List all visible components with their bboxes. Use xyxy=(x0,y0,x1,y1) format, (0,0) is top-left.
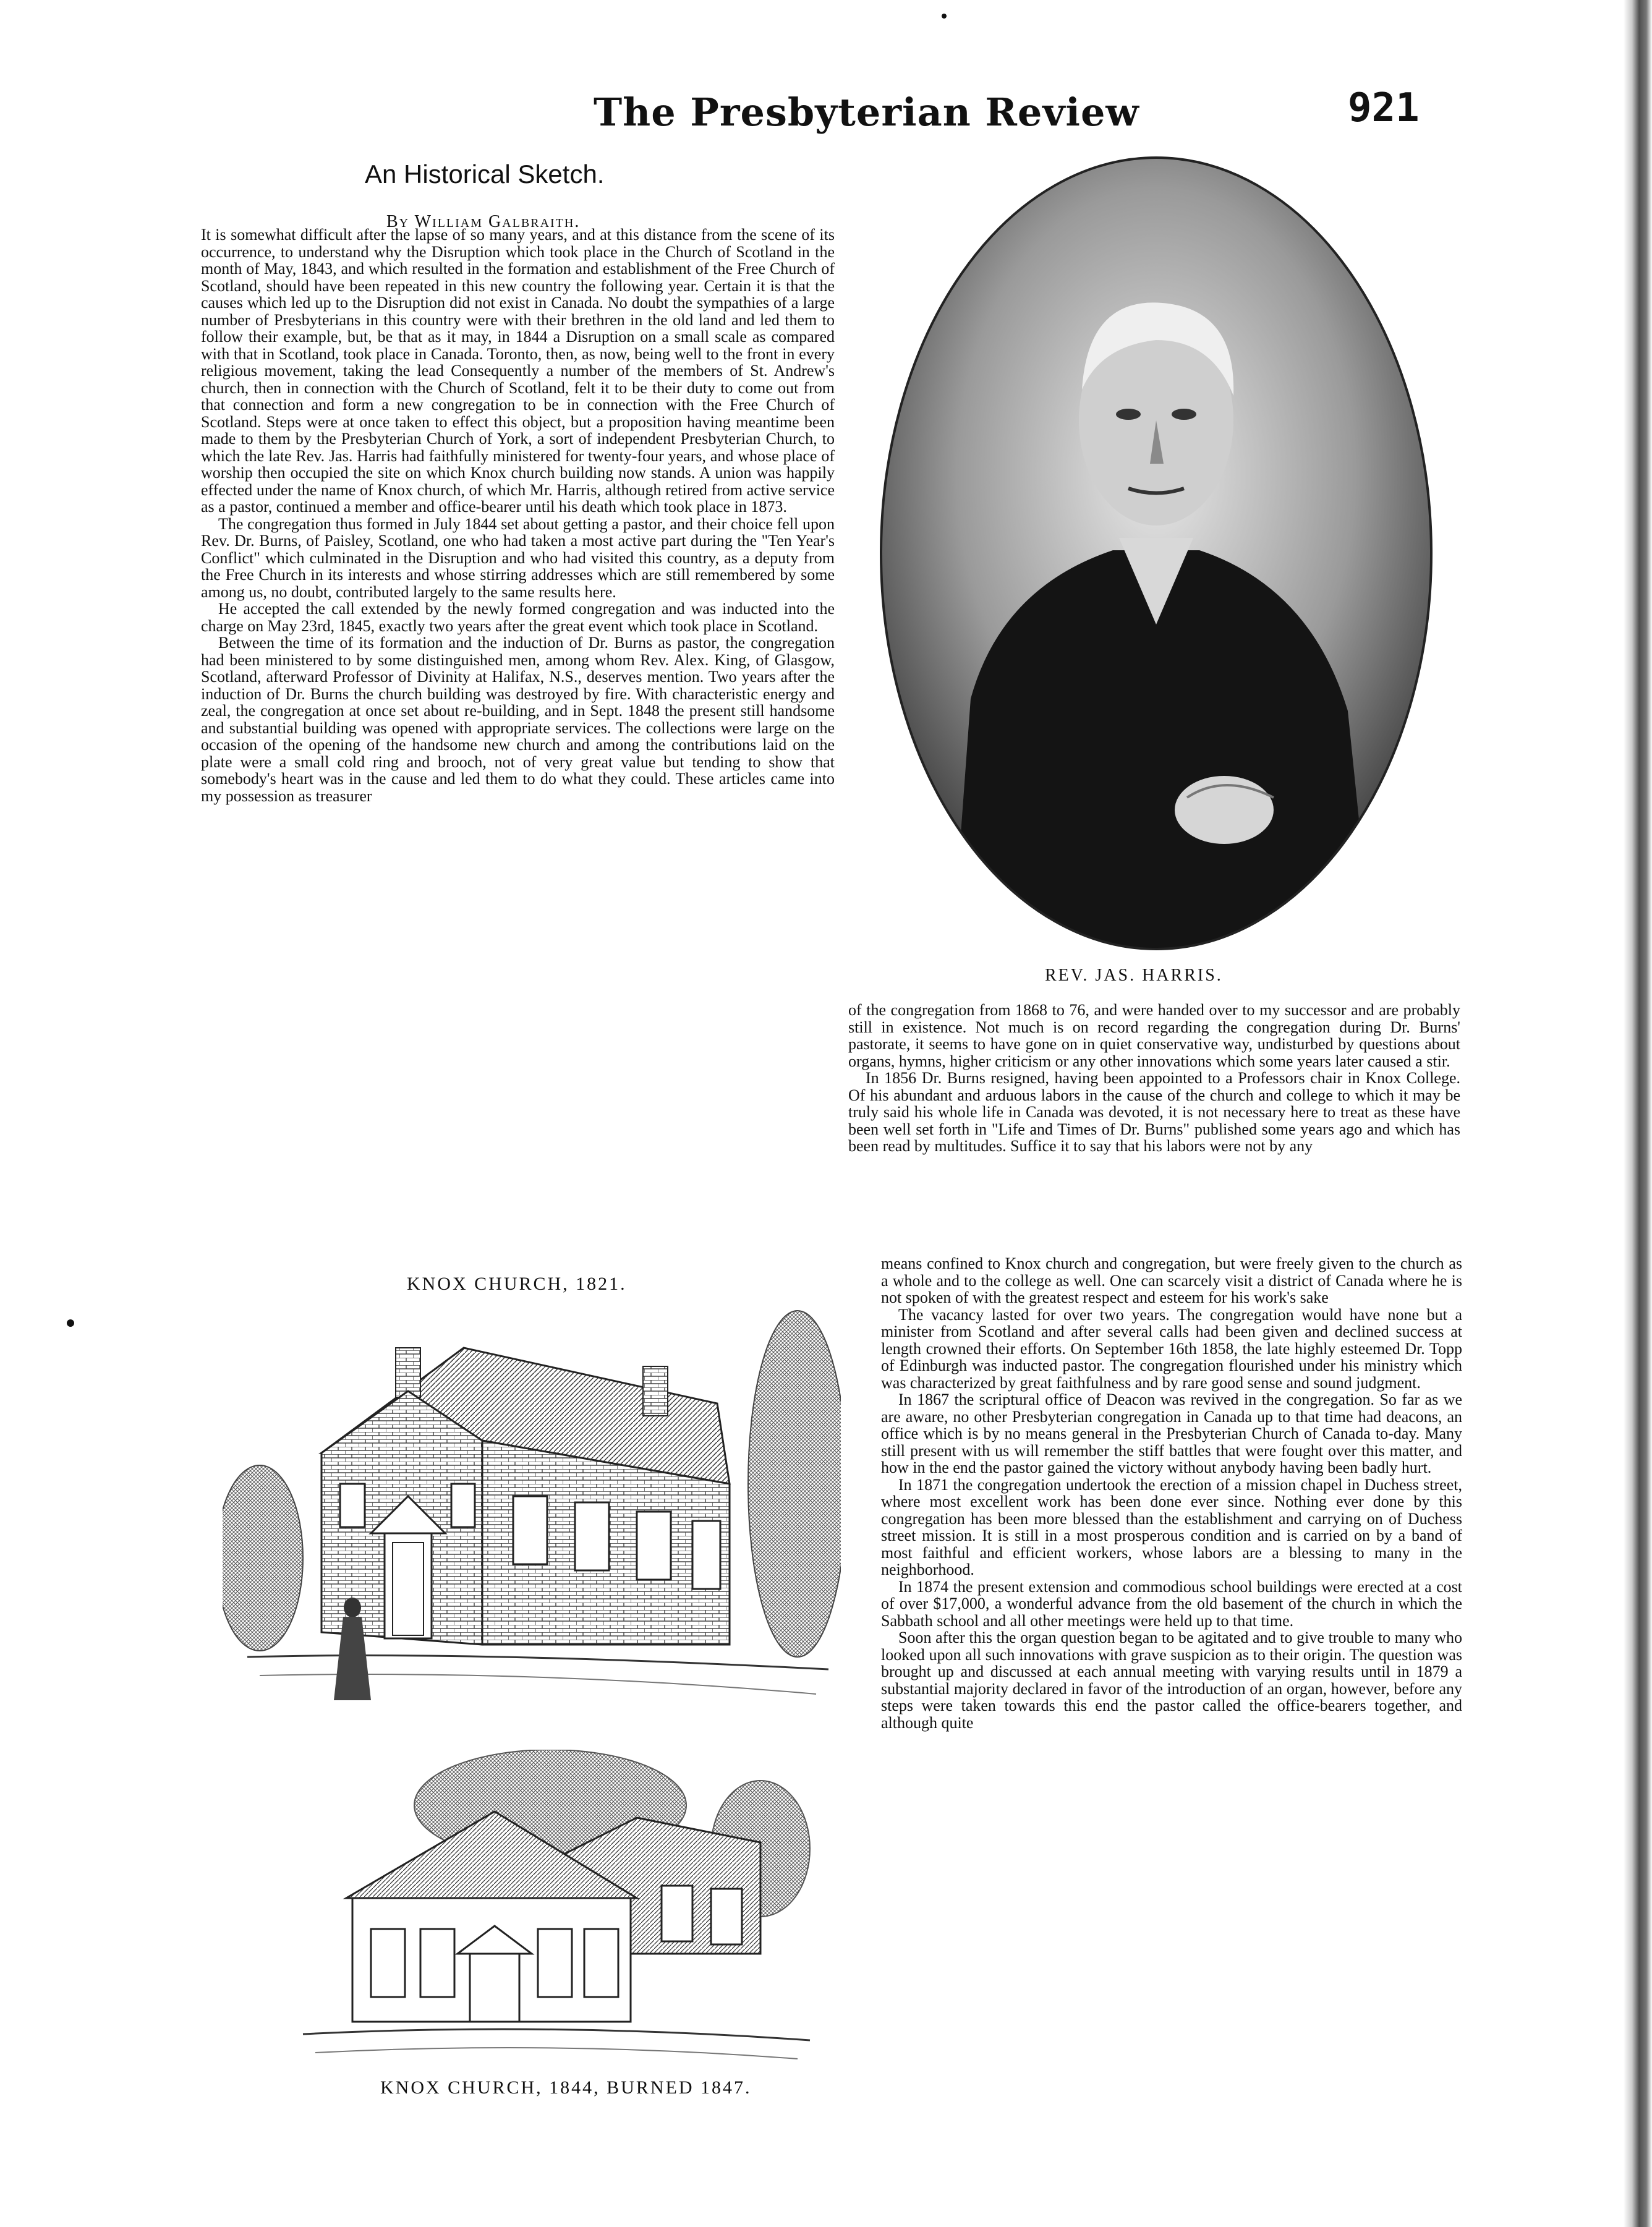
engraving-caption-1844: KNOX CHURCH, 1844, BURNED 1847. xyxy=(380,2077,752,2098)
portrait-caption: REV. JAS. HARRIS. xyxy=(1045,966,1223,985)
print-speck xyxy=(67,1319,74,1327)
paragraph: In 1871 the congregation undertook the erection of a mission chapel in Duchess street, where most excellent work has been done ever since. Nothing ever done by this congregation has been more blessed than the establishment and carrying on of Duchess street mission. It is still in a most prosperous condition and is carried on by a band of most faithful and efficient workers, whose labors are a blessing to many in the neighborhood. xyxy=(881,1475,1462,1578)
page-number: 921 xyxy=(1348,85,1420,131)
left-column-text xyxy=(201,226,835,804)
knox-church-1821-engraving xyxy=(223,1298,841,1744)
article-title: An Historical Sketch. xyxy=(365,160,605,189)
paragraph: Between the time of its formation and the induction of Dr. Burns as pastor, the congregation had been ministered to by some distinguished men, among whom Rev. Alex. King, of Glasgow, Scotland, afterward Professor of Divinity at Halifax, N.S., deserves mention. Two years after the induction of Dr. Burns the church building was destroyed by fire. With characteristic energy and zeal, the congregation at once set about re-building, and in Sept. 1848 the present still handsome and substantial building was opened with appropriate services. The collections were large on the occasion of the opening of the handsome new church and among the contributions laid on the plate were a small cold ring and brooch, not of very great value but tending to show that somebody's heart was in the cause and led them to do what they could. These articles came into my possession as treasurer xyxy=(201,634,835,805)
paragraph: Soon after this the organ question began to be agitated and to give trouble to many who looked upon all such innovations with grave suspicion as to their origin. The question was brought up and discussed at each annual meeting with varying results until in 1879 a substantial majority declared in favor of the introduction of an organ, however, before any steps were taken towards this end the pastor called the office-bearers together, and although quite xyxy=(881,1629,1462,1732)
page-binding-edge xyxy=(1624,0,1652,2227)
print-speck xyxy=(942,14,947,19)
paragraph: The congregation thus formed in July 1844 set about getting a pastor, and their choice fell upon Rev. Dr. Burns, of Paisley, Scotland, one who had taken a most active part during the "Ten Year's Conflict" which culminated in the Disruption and who had visited this country, as a deputy from the Free Church in its interests and whose stirring addresses which are still remembered by some among us, no doubt, contributed largely to the same results here. xyxy=(201,514,835,601)
paragraph: He accepted the call extended by the newly formed congregation and was inducted into the charge on May 23rd, 1845, exactly two years after the great event which took place in Scotland. xyxy=(201,600,835,635)
paragraph: of the congregation from 1868 to 76, and were handed over to my successor and are probably still in existence. Not much is on record regarding the congregation during Dr. Burns' pastorate, it seems to have gone on in quiet conservative way, undisturbed by questions about organs, hymns, higher criticism or any other innovations which some years later caused a stir. xyxy=(848,1001,1460,1070)
publication-title: The Presbyterian Review xyxy=(594,90,1139,135)
paragraph: means confined to Knox church and congregation, but were freely given to the church as a whole and to the college as well. One can scarcely visit a district of Canada where he is not spoken of with the greatest respect and esteem for his work's sake xyxy=(881,1254,1462,1306)
right-column-lower-text xyxy=(881,1255,1462,1731)
knox-church-1844-engraving xyxy=(291,1750,822,2071)
paragraph: In 1874 the present extension and commodious school buildings were erected at a cost of over $17,000, a wonderful advance from the old basement of the church in which the Sabbath school and all other meetings were held up to that time. xyxy=(881,1577,1462,1630)
portrait-rev-jas-harris xyxy=(878,155,1434,952)
engraving-caption-1821: KNOX CHURCH, 1821. xyxy=(407,1274,627,1294)
paragraph: In 1867 the scriptural office of Deacon was revived in the congregation. So far as we are aware, no other Presbyterian congregation in Canada up to that time had deacons, an office which is by no means general in the Presbyterian Church of Canada to-day. Many still present with us will remember the stiff battles that were fought over this matter, and how in the end the pastor gained the victory without anybody having been badly hurt. xyxy=(881,1390,1462,1476)
article-byline: By William Galbraith. xyxy=(386,212,581,231)
paragraph: It is somewhat difficult after the lapse of so many years, and at this distance from the scene of its occurrence, to understand why the Disruption which took place in the Church of Scotland in the month of May, 1843, and which resulted in the formation and establishment of the Free Church of Scotland, should have been repeated in this new country the following year. Certain it is that the causes which led up to the Disruption did not exist in Canada. No doubt the sympathies of a large number of Presbyterians in this country were with their brethren in the old land and led them to follow their example, but, be that as it may, in 1844 a Disruption on a small scale as compared with that in Scotland, took place in Canada. Toronto, then, as now, being well to the front in every religious movement, taking the lead Consequently a number of the members of St. Andrew's church, then in connection with the Church of Scotland, felt it to be their duty to come out from that connection and form a new congregation to be in connection with the Free Church of Scotland. Steps were at once taken to effect this object, but a proposition having meantime been made to them by the Presbyterian Church of York, a sort of independent Presbyterian Church, to which the late Rev. Jas. Harris had faithfully ministered for twenty-four years, and whose place of worship then occupied the site on which Knox church building now stands. A union was happily effected under the name of Knox church, of which Mr. Harris, although retired from active service as a pastor, continued a member and office-bearer until his death which took place in 1873. xyxy=(201,226,835,516)
paragraph: In 1856 Dr. Burns resigned, having been appointed to a Professors chair in Knox College. Of his abundant and arduous labors in the cause of the church and college to which it may be truly said his whole life in Canada was devoted, it is not necessary here to treat as these have been well set forth in "Life and Times of Dr. Burns" published some years ago and which has been read by multitudes. Suffice it to say that his labors were not by any xyxy=(848,1069,1460,1155)
right-column-upper-text xyxy=(848,1002,1460,1155)
paragraph: The vacancy lasted for over two years. The congregation would have none but a minister from Scotland and after several calls had been given and declined success at length crowned their efforts. On September 16th 1858, the late highly esteemed Dr. Topp of Edinburgh was inducted pastor. The congregation flourished under his ministry which was characterized by great faithfulness and by rare good sense and sound judgment. xyxy=(881,1305,1462,1392)
